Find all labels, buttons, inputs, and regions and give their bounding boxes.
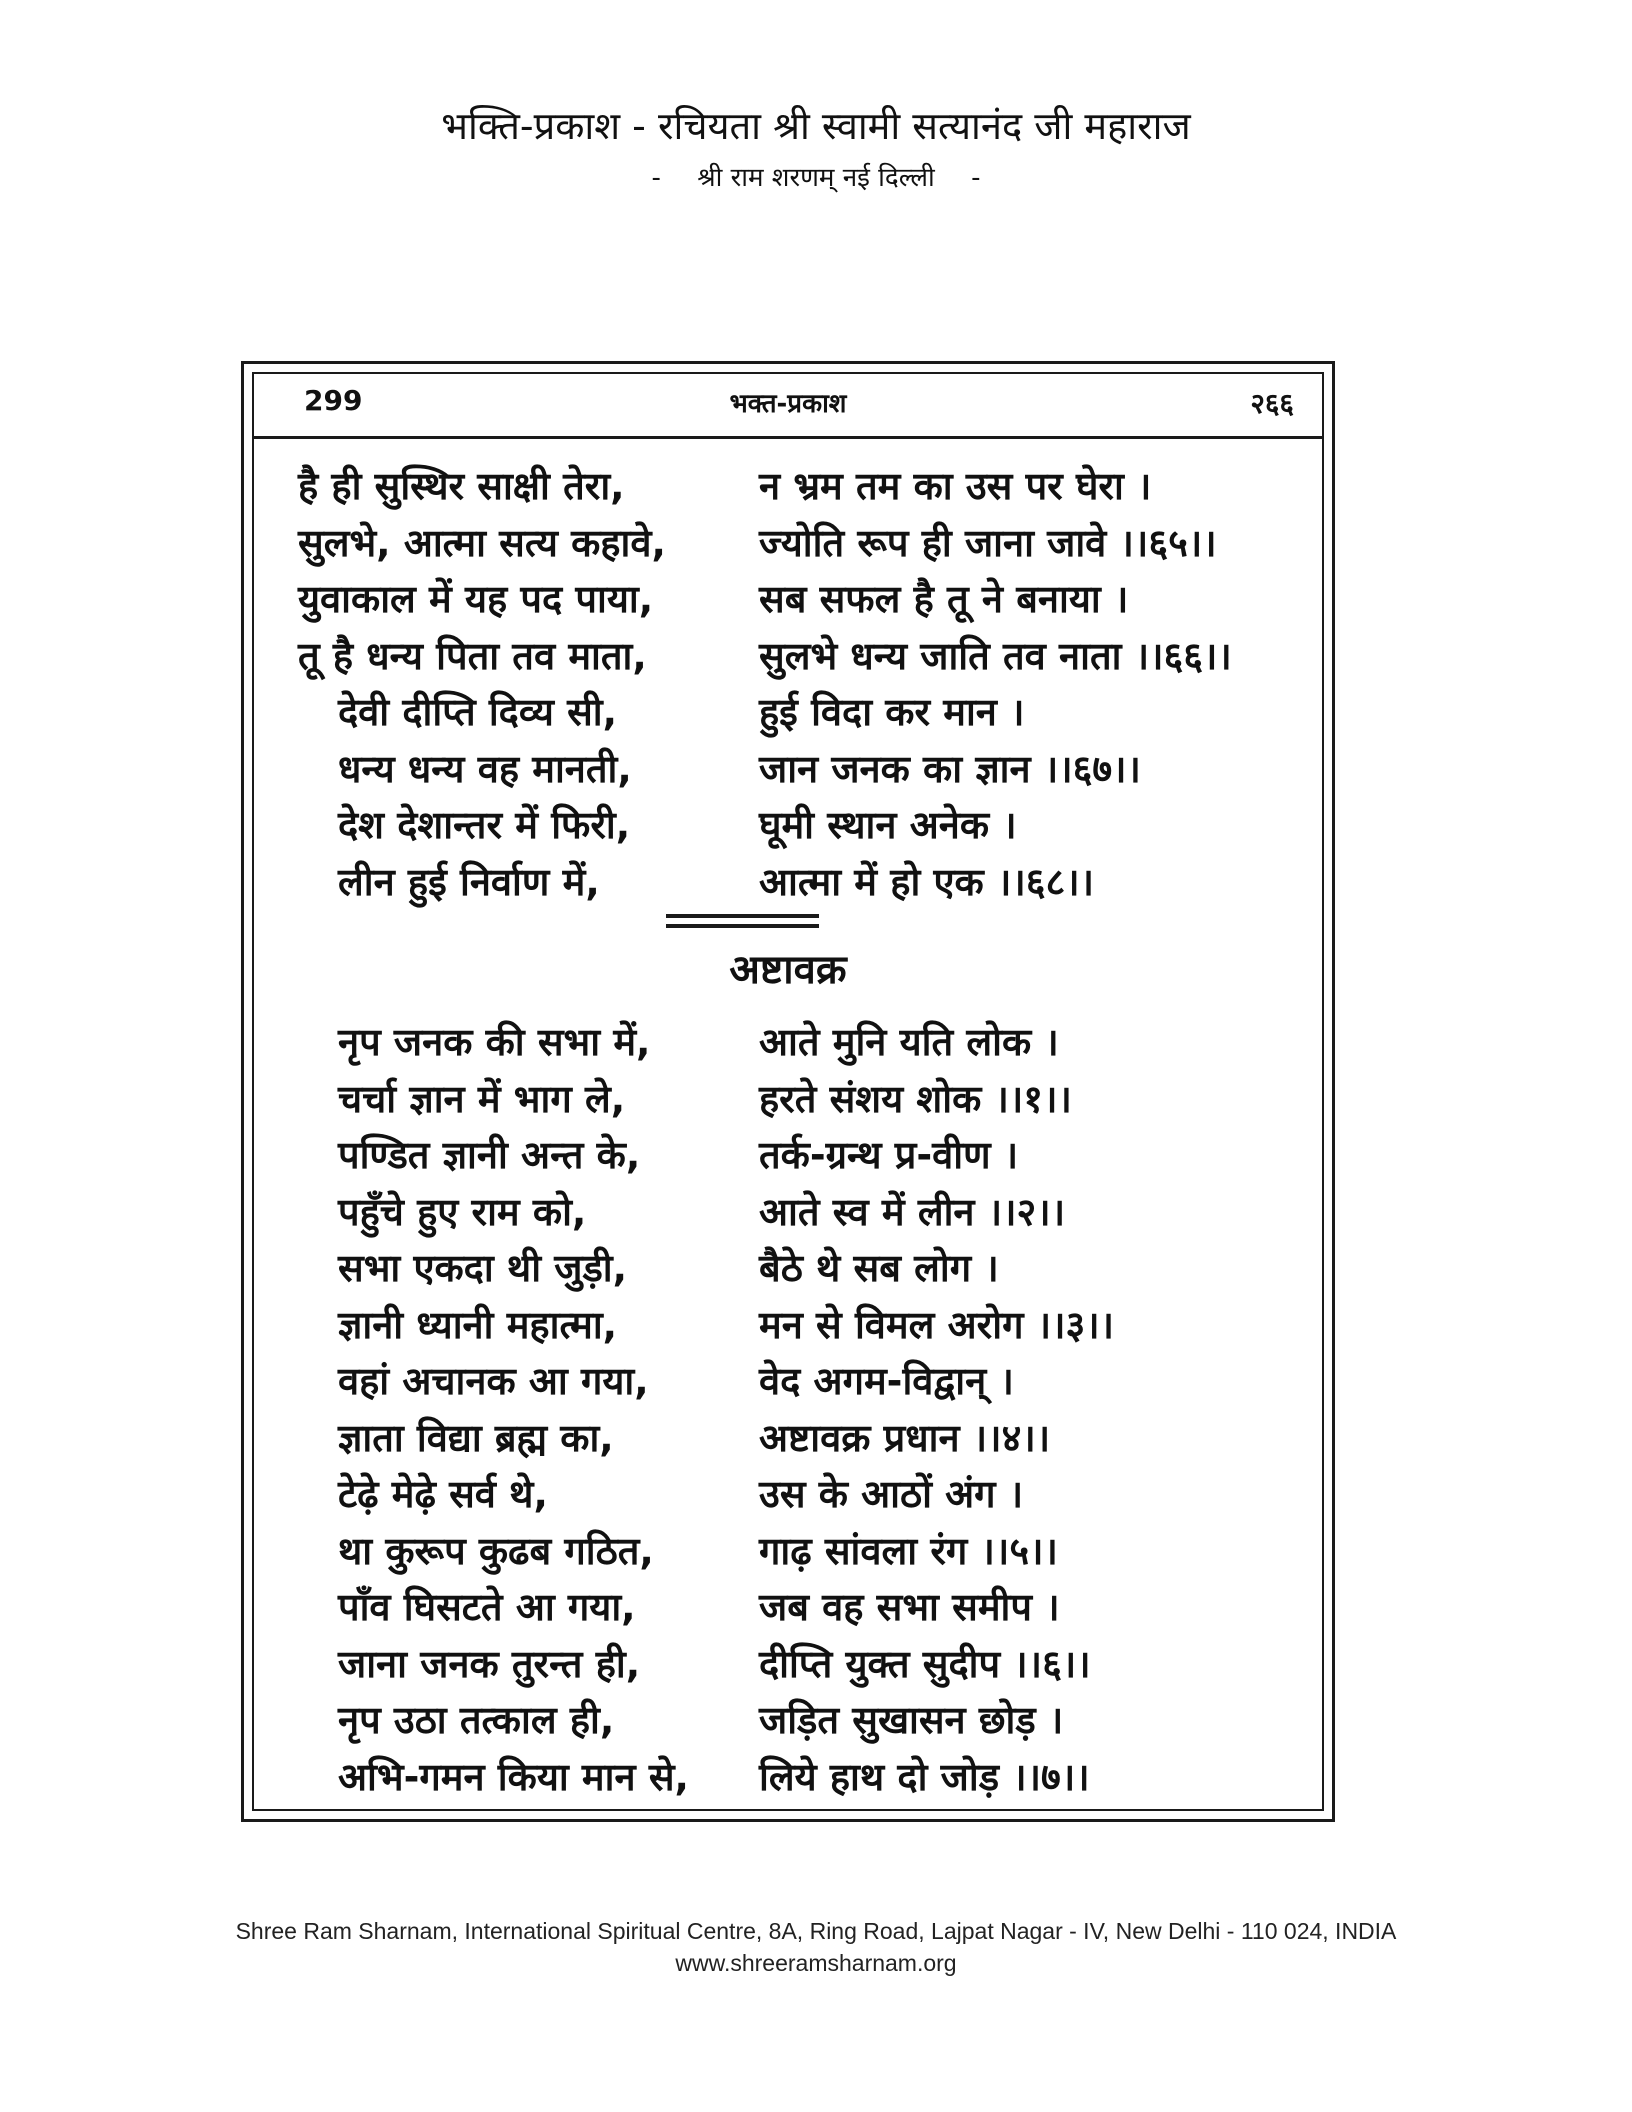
verse-right-half: लिये हाथ दो जोड़ ।।७।। [759, 1754, 1090, 1799]
section-divider-rule [666, 914, 819, 918]
verse-line [338, 1749, 1298, 1806]
verse-right-half: जान जनक का ज्ञान ।।६७।। [759, 746, 1141, 791]
document-header [0, 100, 1632, 198]
verse-line [338, 1466, 1298, 1523]
subtitle-dash-right: - [971, 163, 981, 193]
verse-line [338, 1127, 1298, 1184]
verse-left-half: चर्चा ज्ञान में भाग ले, [338, 1076, 626, 1121]
verse-line [298, 571, 1298, 628]
page-number-arabic: 299 [304, 384, 363, 417]
document-subtitle-line [0, 158, 1632, 198]
verse-right-half: सुलभे धन्य जाति तव नाता ।।६६।। [759, 633, 1232, 678]
verse-block-after [298, 1014, 1298, 1805]
verse-left-half: पाँव घिसटते आ गया, [338, 1585, 636, 1629]
verse-line [338, 1353, 1298, 1410]
verse-left-half: नृप उठा तत्काल ही, [338, 1698, 615, 1742]
verse-left-half: सुलभे, आत्मा सत्य कहावे, [298, 520, 666, 565]
verse-line [338, 1636, 1298, 1693]
book-page-inner-border [252, 372, 1324, 1811]
verse-right-half: जब वह सभा समीप । [759, 1585, 1060, 1629]
verse-right-half: घूमी स्थान अनेक । [759, 803, 1017, 847]
verse-left-half: लीन हुई निर्वाण में, [338, 859, 600, 904]
verse-left-half: पहुँचे हुए राम को, [338, 1189, 587, 1234]
section-divider-rule [666, 924, 819, 928]
verse-line [338, 1014, 1298, 1071]
verse-left-half: टेढ़े मेढ़े सर्व थे, [338, 1472, 548, 1516]
verse-line [338, 1184, 1298, 1241]
verse-line [338, 1692, 1298, 1749]
page-number-devanagari: २६६ [1250, 387, 1294, 420]
verse-right-half: अष्टावक्र प्रधान ।।४।। [759, 1415, 1051, 1460]
verse-right-half: उस के आठों अंग । [759, 1472, 1024, 1516]
verse-left-half: युवाकाल में यह पद पाया, [298, 577, 654, 621]
verse-line [298, 628, 1298, 685]
verse-right-half: वेद अगम-विद्वान् । [759, 1359, 1014, 1403]
verse-left-half: ज्ञानी ध्यानी महात्मा, [338, 1302, 618, 1347]
verse-right-half: गाढ़ सांवला रंग ।।५।। [759, 1528, 1058, 1573]
verse-left-half: धन्य धन्य वह मानती, [338, 746, 632, 791]
running-title: भक्त-प्रकाश [729, 389, 847, 419]
section-heading: अष्टावक्र [729, 947, 847, 993]
verse-right-half: आते स्व में लीन ।।२।। [759, 1189, 1066, 1234]
verse-left-half: है ही सुस्थिर साक्षी तेरा, [298, 464, 625, 508]
document-subtitle: श्री राम शरणम् नई दिल्ली [697, 163, 935, 193]
verse-left-half: जाना जनक तुरन्त ही, [338, 1641, 641, 1686]
verse-right-half: आते मुनि यति लोक । [759, 1020, 1059, 1064]
verse-line [298, 458, 1298, 515]
subtitle-dash-left: - [651, 163, 661, 193]
verse-left-half: देवी दीप्ति दिव्य सी, [338, 690, 618, 734]
verse-right-half: बैठे थे सब लोग । [759, 1246, 999, 1290]
verse-right-half: दीप्ति युक्त सुदीप ।।६।। [759, 1641, 1091, 1686]
verse-line [338, 1410, 1298, 1467]
verse-line [338, 1297, 1298, 1354]
verse-right-half: मन से विमल अरोग ।।३।। [759, 1302, 1115, 1347]
verse-line [338, 1071, 1298, 1128]
verse-line [338, 1579, 1298, 1636]
footer-address: Shree Ram Sharnam, International Spiritual Centre, 8A, Ring Road, Lajpat Nagar - IV, New Delhi - 110 024, INDIA [235, 1918, 1397, 1944]
verse-left-half: नृप जनक की सभा में, [338, 1020, 651, 1064]
verse-right-half: न भ्रम तम का उस पर घेरा । [759, 464, 1152, 508]
verse-line [338, 797, 1298, 854]
document-footer [0, 1915, 1632, 1979]
verse-left-half: अभि-गमन किया मान से, [338, 1754, 689, 1799]
verse-line [338, 684, 1298, 741]
verse-left-half: तू है धन्य पिता तव माता, [298, 633, 647, 678]
verse-line [338, 854, 1298, 911]
verse-block-before [298, 458, 1298, 910]
verse-line [338, 1240, 1298, 1297]
verse-left-half: देश देशान्तर में फिरी, [338, 803, 631, 847]
verse-right-half: तर्क-ग्रन्थ प्र-वीण । [759, 1133, 1019, 1177]
verse-left-half: था कुरूप कुढब गठित, [338, 1528, 654, 1573]
scanned-book-page [241, 361, 1335, 1822]
verse-right-half: हरते संशय शोक ।।१।। [759, 1076, 1072, 1121]
verse-left-half: ज्ञाता विद्या ब्रह्म का, [338, 1415, 614, 1460]
verse-right-half: जड़ित सुखासन छोड़ । [759, 1698, 1064, 1742]
verse-right-half: आत्मा में हो एक ।।६८।। [759, 859, 1095, 904]
verse-left-half: वहां अचानक आ गया, [338, 1359, 649, 1403]
verse-right-half: ज्योति रूप ही जाना जावे ।।६५।। [759, 520, 1217, 565]
verse-left-half: सभा एकदा थी जुड़ी, [338, 1246, 628, 1290]
document-title: भक्ति-प्रकाश - रचियता श्री स्वामी सत्यानंद जी महाराज [441, 104, 1191, 148]
verse-left-half: पण्डित ज्ञानी अन्त के, [338, 1133, 641, 1177]
footer-website: www.shreeramsharnam.org [675, 1950, 957, 1976]
running-head [254, 374, 1322, 439]
verse-right-half: सब सफल है तू ने बनाया । [759, 577, 1129, 621]
verse-right-half: हुई विदा कर मान । [759, 690, 1025, 734]
verse-line [298, 515, 1298, 572]
verse-line [338, 1523, 1298, 1580]
verse-line [338, 741, 1298, 798]
